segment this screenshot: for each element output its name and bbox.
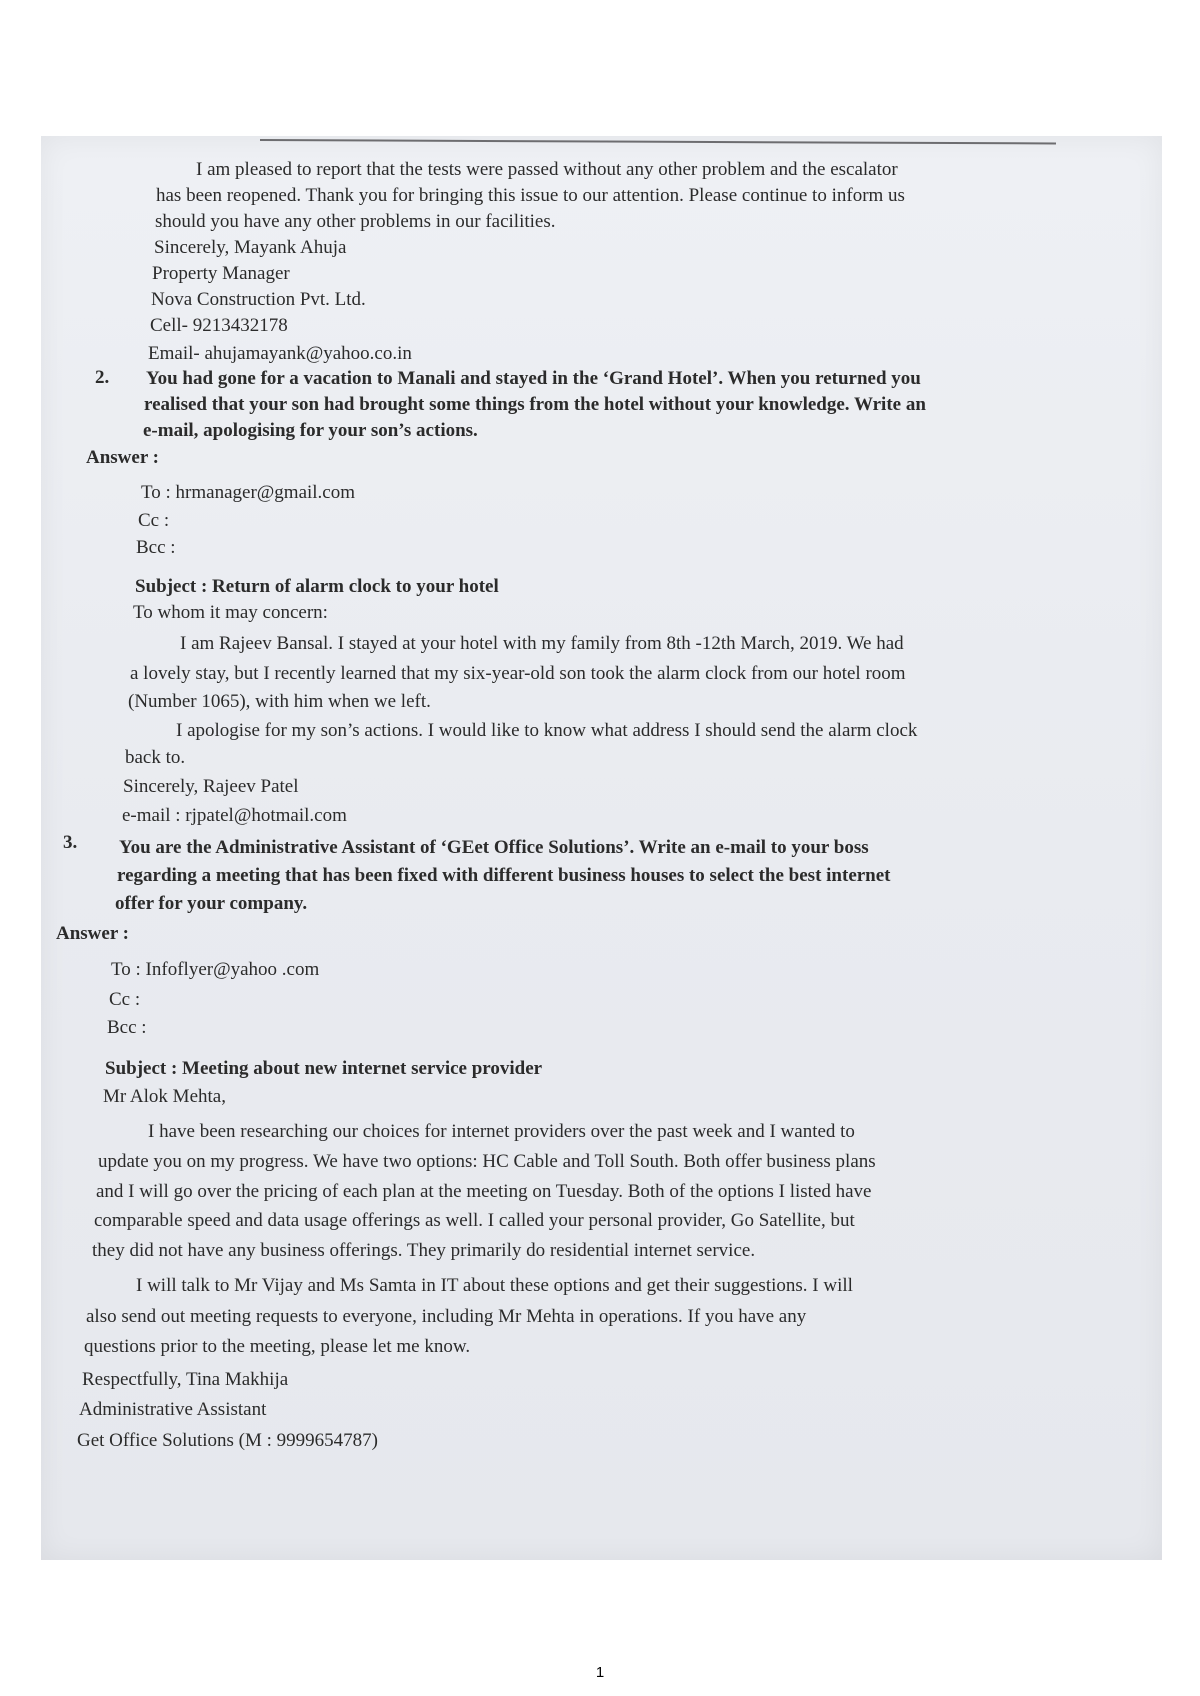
email-bcc: Bcc : — [136, 537, 176, 558]
email-body-line: they did not have any business offerings. They primarily do residential internet service. — [92, 1240, 756, 1261]
question-number: 2. — [95, 367, 110, 388]
intro-line: I am pleased to report that the tests were passed without any other problem and the escalator — [196, 159, 898, 180]
email-body-line: and I will go over the pricing of each plan at the meeting on Tuesday. Both of the options I listed have — [96, 1181, 872, 1202]
email-body-line: (Number 1065), with him when we left. — [128, 691, 431, 712]
question-number: 3. — [63, 832, 78, 853]
email-body-line: also send out meeting requests to everyone, including Mr Mehta in operations. If you have any — [86, 1306, 807, 1327]
email-sender-address: e-mail : rjpatel@hotmail.com — [122, 805, 347, 826]
email-salutation: Mr Alok Mehta, — [103, 1086, 226, 1107]
email-subject: Subject : Return of alarm clock to your hotel — [135, 576, 499, 597]
email-body-line: questions prior to the meeting, please let me know. — [84, 1336, 471, 1357]
intro-line: should you have any other problems in our facilities. — [155, 211, 556, 232]
intro-email: Email- ahujamayank@yahoo.co.in — [148, 343, 412, 364]
question-line: You had gone for a vacation to Manali and stayed in the ‘Grand Hotel’. When you returned you — [146, 368, 921, 389]
intro-company: Nova Construction Pvt. Ltd. — [151, 289, 366, 310]
email-sender-company: Get Office Solutions (M : 9999654787) — [77, 1430, 378, 1451]
intro-cell: Cell- 9213432178 — [150, 315, 288, 336]
email-sign-off: Respectfully, Tina Makhija — [82, 1369, 289, 1390]
intro-title: Property Manager — [152, 263, 290, 284]
intro-line: has been reopened. Thank you for bringing this issue to our attention. Please continue to inform us — [156, 185, 905, 206]
email-body-line: comparable speed and data usage offerings as well. I called your personal provider, Go Satellite, but — [94, 1210, 855, 1231]
question-line: You are the Administrative Assistant of ‘GEet Office Solutions’. Write an e-mail to your boss — [119, 837, 869, 858]
email-body-line: I will talk to Mr Vijay and Ms Samta in IT about these options and get their suggestions. I will — [136, 1275, 853, 1296]
question-line: e-mail, apologising for your son’s actions. — [143, 420, 478, 441]
question-line: realised that your son had brought some things from the hotel without your knowledge. Write an — [144, 394, 926, 415]
email-body-line: back to. — [125, 747, 186, 768]
question-line: regarding a meeting that has been fixed with different business houses to select the best internet — [117, 865, 891, 886]
answer-label: Answer : — [56, 923, 130, 944]
email-to: To : Infoflyer@yahoo .com — [111, 959, 320, 980]
email-sender-title: Administrative Assistant — [79, 1399, 267, 1420]
email-body-line: I apologise for my son’s actions. I would like to know what address I should send the alarm clock — [176, 720, 918, 741]
email-subject: Subject : Meeting about new internet service provider — [105, 1058, 543, 1079]
question-line: offer for your company. — [115, 893, 308, 914]
email-salutation: To whom it may concern: — [133, 602, 328, 623]
email-bcc: Bcc : — [107, 1017, 147, 1038]
email-to: To : hrmanager@gmail.com — [141, 482, 356, 503]
email-body-line: I have been researching our choices for internet providers over the past week and I wanted to — [148, 1121, 855, 1142]
email-body-line: a lovely stay, but I recently learned that my six-year-old son took the alarm clock from our hotel room — [130, 663, 906, 684]
email-sign-off: Sincerely, Rajeev Patel — [123, 776, 299, 797]
intro-sign-off: Sincerely, Mayank Ahuja — [154, 237, 347, 258]
email-body-line: update you on my progress. We have two options: HC Cable and Toll South. Both offer business plans — [98, 1151, 876, 1172]
page-number: 1 — [595, 1664, 605, 1681]
answer-label: Answer : — [86, 447, 160, 468]
email-body-line: I am Rajeev Bansal. I stayed at your hotel with my family from 8th -12th March, 2019. We had — [180, 633, 904, 654]
email-cc: Cc : — [109, 989, 141, 1010]
email-cc: Cc : — [138, 510, 170, 531]
